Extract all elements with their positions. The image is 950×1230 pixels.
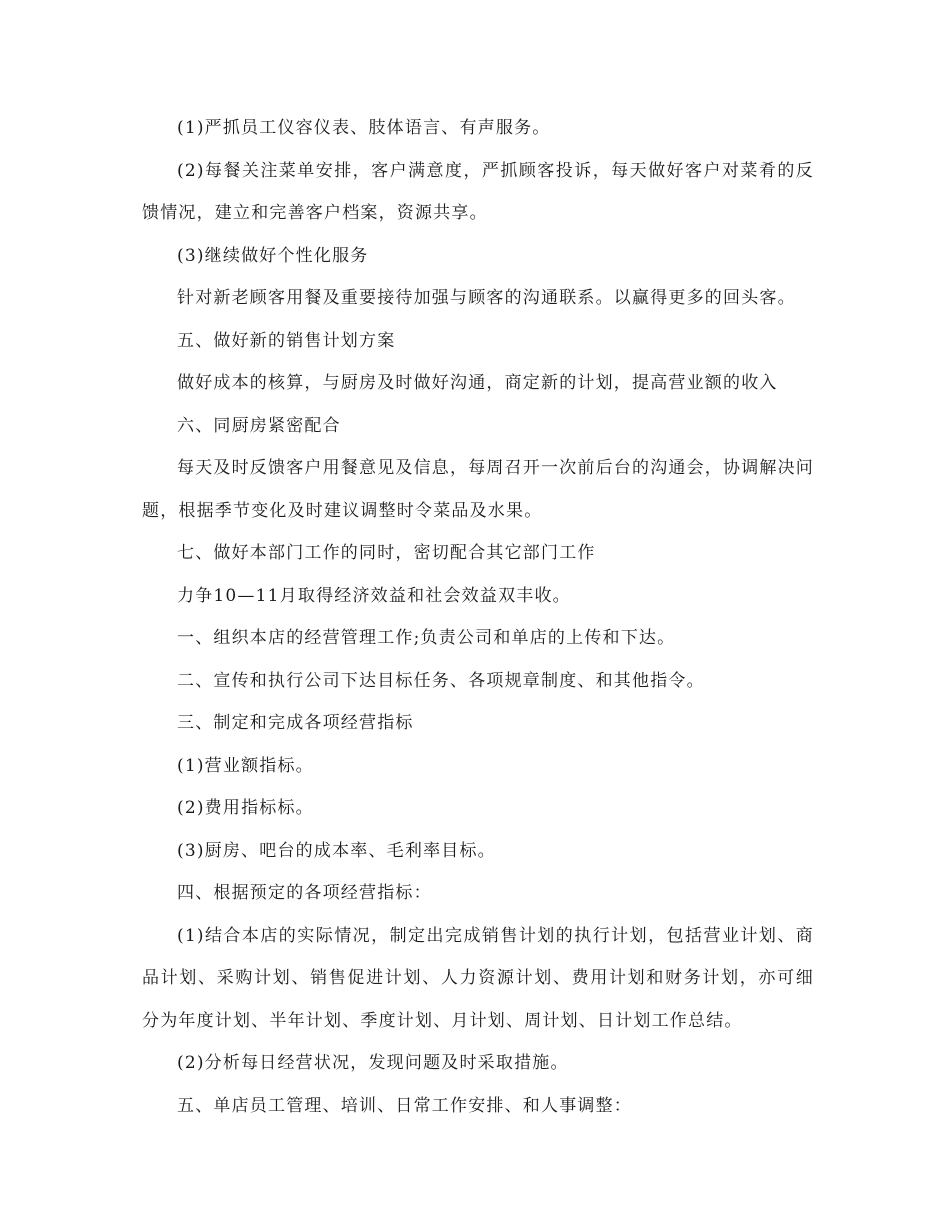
paragraph: (3)厨房、吧台的成本率、毛利率目标。 xyxy=(177,840,496,861)
section-heading: 一、组织本店的经营管理工作;负责公司和单店的上传和下达。 xyxy=(177,628,676,648)
paragraph: (1)结合本店的实际情况，制定出完成销售计划的执行计划，包括营业计划、商品计划、采购计划、销售促进计划、人力资源计划、费用计划和财务计划，亦可细分为年度计划、半年计划、季度计划、月计划、周计划、日计划工作总结。 xyxy=(142,925,814,1031)
paragraph: (1)营业额指标。 xyxy=(177,755,314,776)
section-heading: 二、宣传和执行公司下达目标任务、各项规章制度、和其他指令。 xyxy=(177,670,705,691)
section-heading: 六、同厨房紧密配合 xyxy=(177,415,341,436)
section-heading: 五、单店员工管理、培训、日常工作安排、和人事调整： xyxy=(177,1095,632,1116)
paragraph: 力争10—11月取得经济效益和社会效益双丰收。 xyxy=(177,585,571,606)
paragraph: (1)严抓员工仪容仪表、肢体语言、有声服务。 xyxy=(177,118,551,138)
paragraph: 做好成本的核算，与厨房及时做好沟通，商定新的计划，提高营业额的收入 xyxy=(177,373,778,393)
section-heading: 五、做好新的销售计划方案 xyxy=(177,330,396,351)
paragraph: 针对新老顾客用餐及重要接待加强与顾客的沟通联系。以赢得更多的回头客。 xyxy=(177,288,796,308)
paragraph: 每天及时反馈客户用餐意见及信息，每周召开一次前后台的沟通会，协调解决问题，根据季节变化及时建议调整时令菜品及水果。 xyxy=(142,458,814,521)
document-body xyxy=(142,107,814,1127)
section-heading: 七、做好本部门工作的同时，密切配合其它部门工作 xyxy=(177,543,596,563)
paragraph: (2)费用指标标。 xyxy=(177,798,314,818)
section-heading: 三、制定和完成各项经营指标 xyxy=(177,713,414,733)
paragraph: (2)分析每日经营状况，发现问题及时采取措施。 xyxy=(177,1053,569,1073)
section-heading: 四、根据预定的各项经营指标： xyxy=(177,883,432,903)
paragraph: (2)每餐关注菜单安排，客户满意度，严抓顾客投诉，每天做好客户对菜肴的反馈情况，建立和完善客户档案，资源共享。 xyxy=(142,160,814,223)
paragraph: (3)继续做好个性化服务 xyxy=(177,245,369,266)
